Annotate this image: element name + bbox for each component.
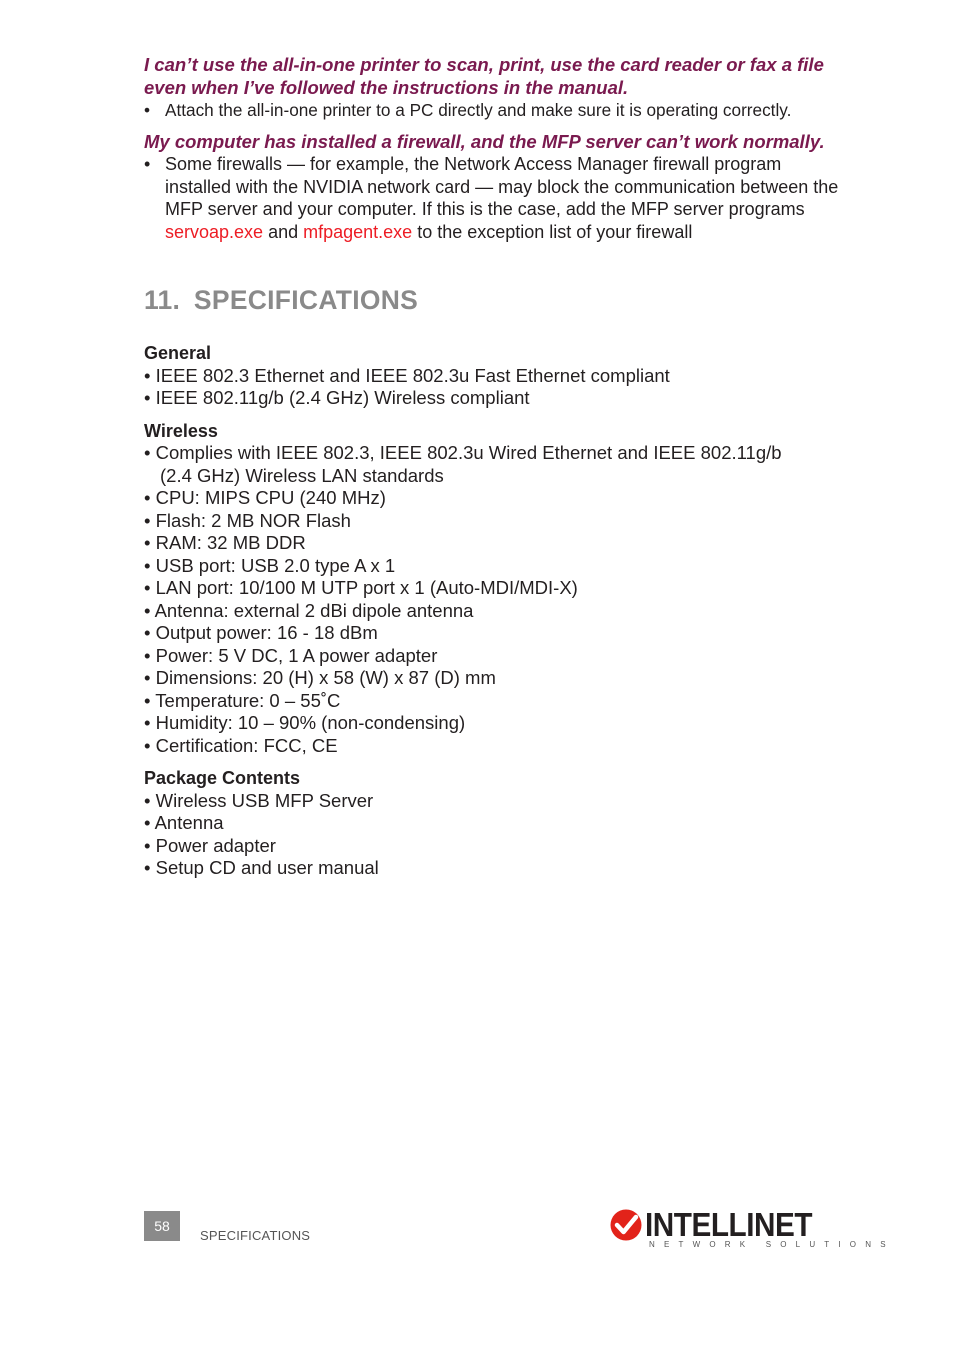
answer-text: Some firewalls — for example, the Network Access Manager firewall program installed with the NVIDIA network card — may block the communication between the MFP server and your computer. If this is the case, add the MFP server programs — [165, 154, 839, 220]
faq-answer-list — [144, 153, 844, 243]
answer-text: to the exception list of your firewall — [412, 221, 693, 242]
faq-answer — [144, 153, 844, 243]
answer-text: and — [263, 221, 304, 242]
spec-item: • Output power: 16 - 18 dBm — [144, 622, 378, 643]
spec-item: • RAM: 32 MB DDR — [144, 532, 306, 553]
spec-item: • Wireless USB MFP Server — [144, 789, 374, 811]
faq-question: I can’t use the all-in-one printer to scan, print, use the card reader or fax a file even when I’ve followed the instructions in the manual. — [144, 54, 824, 98]
spec-item — [144, 442, 844, 487]
wireless-list — [144, 442, 844, 757]
spec-item: • Antenna — [144, 812, 224, 833]
faq-answer: • Attach the all-in-one printer to a PC directly and make sure it is operating correctly. — [144, 99, 844, 121]
faq-section — [144, 53, 844, 243]
spec-item: • Setup CD and user manual — [144, 857, 379, 878]
footer-section-label: SPECIFICATIONS — [200, 1228, 311, 1243]
package-list — [144, 790, 844, 880]
spec-item: • LAN port: 10/100 M UTP port x 1 (Auto-MDI/MDI-X) — [144, 577, 578, 598]
faq-question: My computer has installed a firewall, and the MFP server can’t work normally. — [144, 131, 825, 153]
program-name: servoap.exe — [165, 221, 264, 242]
logo-tagline: NETWORK SOLUTIONS — [649, 1240, 895, 1249]
spec-item: • Dimensions: 20 (H) x 58 (W) x 87 (D) mm — [144, 667, 496, 688]
program-name: mfpagent.exe — [303, 221, 413, 242]
intellinet-logo — [609, 1206, 895, 1252]
spec-item: • Temperature: 0 – 55˚C — [144, 689, 341, 711]
spec-item: • CPU: MIPS CPU (240 MHz) — [144, 487, 386, 508]
spec-item: • IEEE 802.11g/b (2.4 GHz) Wireless compliant — [144, 387, 530, 408]
spec-item: • Certification: FCC, CE — [144, 734, 338, 756]
specifications — [144, 342, 844, 890]
faq-item-2 — [144, 130, 844, 243]
spec-item: • IEEE 802.3 Ethernet and IEEE 802.3u Fast Ethernet compliant — [144, 364, 670, 386]
section-number: 11. — [144, 285, 181, 315]
spec-item: • Antenna: external 2 dBi dipole antenna — [144, 599, 474, 621]
spec-item: • Humidity: 10 – 90% (non-condensing) — [144, 712, 466, 733]
spec-text: • Complies with IEEE 802.3, IEEE 802.3u Wired Ethernet and IEEE 802.11g/b — [144, 442, 782, 463]
page-number: 58 — [144, 1211, 180, 1241]
logo-wordmark: INTELLINET — [645, 1206, 813, 1243]
wireless-title: Wireless — [144, 420, 218, 441]
faq-item-1 — [144, 53, 844, 121]
spec-item: • Power: 5 V DC, 1 A power adapter — [144, 644, 438, 666]
package-title: Package Contents — [144, 768, 301, 788]
spec-item: • USB port: USB 2.0 type A x 1 — [144, 554, 396, 576]
spec-item: • Flash: 2 MB NOR Flash — [144, 509, 351, 531]
spec-text-continued: (2.4 GHz) Wireless LAN standards — [160, 464, 444, 486]
general-title: General — [144, 343, 212, 363]
section-heading — [144, 285, 418, 316]
section-title: SPECIFICATIONS — [193, 285, 419, 315]
spec-item: • Power adapter — [144, 834, 276, 856]
faq-answer-list — [144, 99, 844, 121]
general-list — [144, 365, 844, 410]
checkmark-logo-icon — [609, 1208, 643, 1242]
